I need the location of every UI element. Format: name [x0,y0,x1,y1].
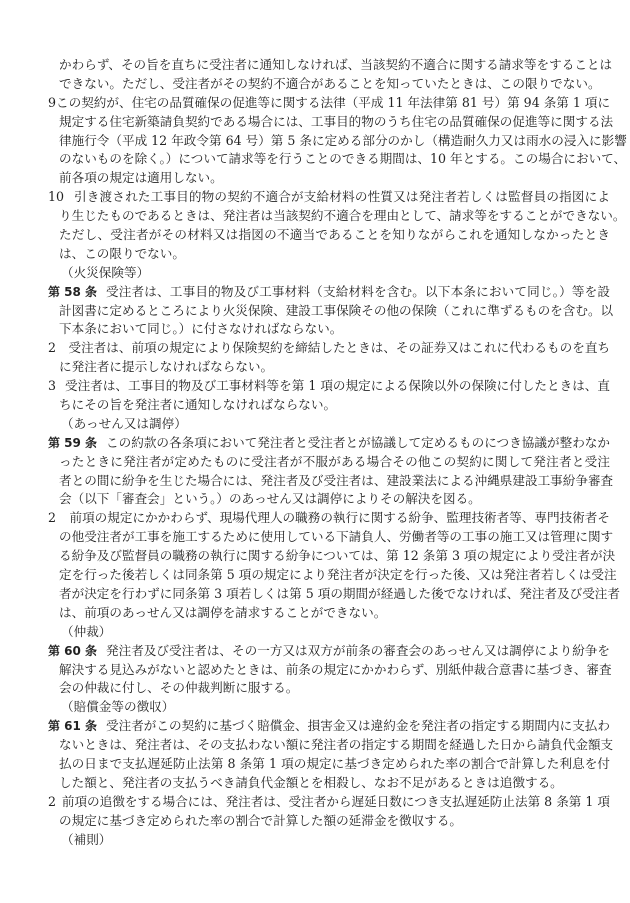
text-line [48,245,610,264]
text-line [48,302,614,321]
line-text: 者との間に紛争を生じた場合には、発注者及び受注者は、建設業法による沖縄県建設工事紛争審査 [59,472,614,488]
section-heading: （補則） [61,831,112,847]
line-text: 発注者及び受注者は、その一方又は双方が前条の審査会のあっせん又は調停により紛争を [106,642,610,658]
line-text: 受注者がこの契約に基づく賠償金、損害金又は違約金を発注者の指定する期間内に支払わ [106,718,610,734]
line-text: 計図書に定めるところにより火災保険、建設工事保険その他の保険（これに準ずるものを含む。以 [59,302,614,318]
text-line [48,320,610,339]
paragraph-number: 10 [48,189,65,205]
line-text: ったときに発注者が定めたものに受注者が不服がある場合その他この契約に関して発注者と受注 [59,453,610,469]
article-number: 第 58 条 [48,284,98,299]
text-line [48,604,610,623]
line-text: の他受注者が工事を施工するために使用している下請負人、労働者等の工事の施工又は管理に関す [59,529,614,545]
line-text: ただし、受注者がその材料又は指図の不適当であることを知りながらこれを通知しなかったとき [59,227,610,243]
text-line [48,226,610,245]
line-text: る紛争及び監督員の職務の執行に関する紛争については、第 12 条第 3 項の規定により受注者が決 [59,548,616,564]
line-text: 受注者は、工事目的物及び工事材料（支給材料を含む。以下本条において同じ。）等を設 [106,283,610,299]
line-text: 会の仲裁に付し、その仲裁判断に服する。 [59,680,299,696]
text-line [48,113,614,132]
line-text: この約款の各条項において発注者と受注者とが協議して定めるものにつき協議が整わなか [106,434,610,450]
line-text: 受注者は、工事目的物及び工事材料等を第 1 項の規定による保険以外の保険に付したときは、直 [65,378,610,394]
line-text: は、前項のあっせん又は調停を請求することができない。 [59,604,387,620]
text-line [48,434,610,453]
line-text: の規定に基づき定められた率の割合で計算した額の延滞金を徴収する。 [59,812,462,828]
line-text: 引き渡された工事目的物の契約不適合が支給材料の性質又は発注者若しくは監督員の指図によ [74,189,610,205]
text-line [48,150,627,169]
text-line [48,528,614,547]
paragraph-number: 9 [48,94,57,110]
section-heading: （賠償金等の徴収） [61,699,175,715]
line-text: 下本条において同じ。）に付さなければならない。 [59,321,343,337]
article-number: 第 60 条 [48,643,98,658]
text-line [48,566,617,585]
text-line [48,132,627,151]
text-line [48,679,610,698]
line-text: 前項の追徴をする場合には、発注者は、受注者から遅延日数につき支払遅延防止法第 8 条第 1 項 [61,793,610,809]
line-text: した額と、発注者の支払うべき請負代金額とを相殺し、なお不足があるときは追徴する。 [59,774,563,790]
line-text: 律施行令（平成 12 年政令第 64 号）第 5 条に定める部分のかし（構造耐久力又は雨水の浸入に影響 [59,132,627,148]
line-text: は、この限りでない。 [59,245,185,261]
line-text: 前各項の規定は適用しない。 [59,170,223,186]
text-line [48,75,610,94]
text-line [48,207,626,226]
text-line [48,283,610,302]
line-text: 規定する住宅新築請負契約である場合には、工事目的物のうち住宅の品質確保の促進等に関する法 [59,113,614,129]
text-line [48,774,610,793]
text-line [48,717,610,736]
paragraph-number: 2 [48,510,57,526]
text-line [48,472,614,491]
text-line [48,812,610,831]
text-line [48,339,610,358]
line-text: かわらず、その旨を直ちに受注者に通知しなければ、当該契約不適合に関する請求等をすることは [59,57,613,72]
text-line [48,547,616,566]
document-page [48,56,627,849]
line-text: 定を行った後若しくは同条第 5 項の規定により発注者が決定を行った後、又は発注者若しくは受注 [59,567,617,583]
text-line [48,509,610,528]
line-text: り生じたものであるときは、発注者は当該契約不適合を理由として、請求等をすることができない。 [59,208,626,224]
line-text: のないものを除く。）について請求等を行うことのできる期間は、10 年とする。この場合において、 [59,151,627,167]
text-line [48,736,614,755]
section-heading: （仲裁） [61,623,112,639]
paragraph-number: 2 [48,793,57,809]
line-text: 受注者は、前項の規定により保険契約を締結したときは、その証券又はこれに代わるものを直ち [68,340,610,356]
text-line [48,396,610,415]
text-line [48,755,610,774]
text-line [48,169,610,188]
article-number: 第 59 条 [48,435,98,450]
line-text: ちにその旨を発注者に通知しなければならない。 [59,397,337,413]
line-text: ないときは、発注者は、その支払わない額に発注者の指定する期間を経過した日から請負代金額支 [59,737,614,753]
line-text: 前項の規定にかかわらず、現場代理人の職務の執行に関する紛争、監理技術者等、専門技術者そ [69,510,610,526]
line-text: 払の日まで支払遅延防止法第 8 条第 1 項の規定に基づき定められた率の割合で計算した利息を付 [59,755,610,771]
text-line [48,453,610,472]
paragraph-number: 2 [48,340,57,356]
text-line [48,642,610,661]
text-line [48,585,620,604]
line-text: できない。ただし、受注者がその契約不適合があることを知っていたときは、この限りでない。 [59,75,601,91]
text-line [48,94,610,113]
text-line [48,661,610,680]
line-text: 会（以下「審査会」という。）のあっせん又は調停によりその解決を図る。 [59,491,481,507]
line-text: に発注者に提示しなければならない。 [59,359,274,375]
paragraph-number: 3 [48,378,57,394]
text-line [48,793,610,812]
text-line [48,56,613,75]
section-heading: （火災保険等） [61,264,150,280]
text-line [48,188,610,207]
text-line [48,377,610,396]
article-number: 第 61 条 [48,719,98,734]
line-text: この契約が、住宅の品質確保の促進等に関する法律（平成 11 年法律第 81 号）第 94 条第 1 項に [56,94,611,110]
text-line [48,490,610,509]
line-text: 解決する見込みがないと認めたときは、前条の規定にかかわらず、別紙仲裁合意書に基づき、審査 [59,661,612,677]
text-line [48,358,610,377]
line-text: 者が決定を行わずに同条第 3 項若しくは第 5 項の期間が経過した後でなければ、発注者及び受注者 [59,585,620,601]
section-heading: （あっせん又は調停） [61,415,187,431]
